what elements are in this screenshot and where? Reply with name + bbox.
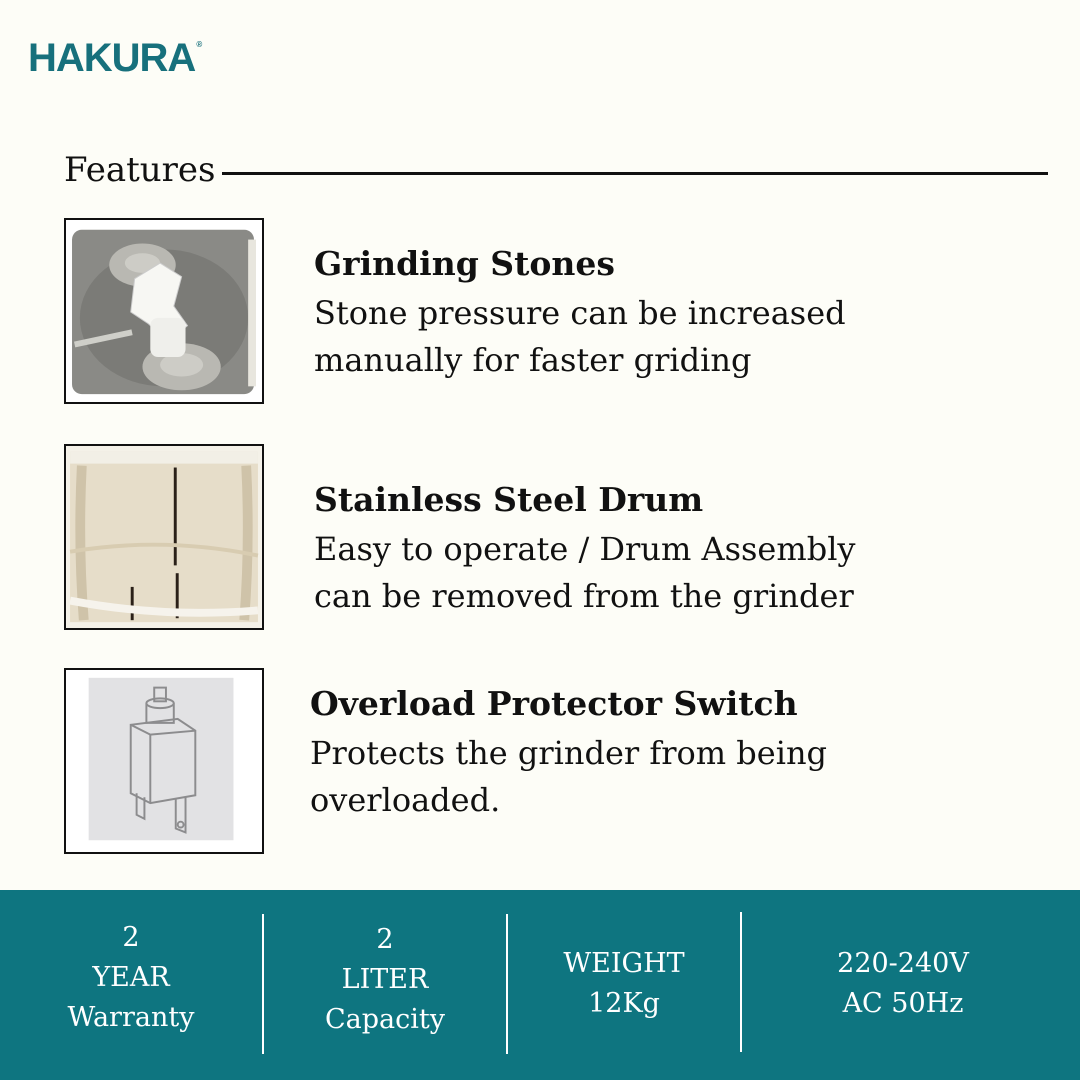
- spec-line: 2: [122, 922, 140, 953]
- feature-desc-protector-switch: [310, 730, 910, 824]
- feature-title-protector-switch: Overload Protector Switch: [310, 684, 798, 723]
- section-divider: [222, 172, 1048, 175]
- feature-desc-line: can be removed from the grinder: [314, 577, 854, 615]
- feature-title-grinding-stones: Grinding Stones: [314, 244, 615, 283]
- specs-bar: [0, 890, 1080, 1080]
- spec-line: Capacity: [325, 1004, 445, 1035]
- feature-desc-line: Stone pressure can be increased: [314, 294, 846, 332]
- feature-desc-line: manually for faster griding: [314, 341, 752, 379]
- feature-desc-line: Easy to operate / Drum Assembly: [314, 530, 856, 568]
- feature-title-steel-drum: Stainless Steel Drum: [314, 480, 704, 519]
- feature-desc-steel-drum: [314, 526, 914, 620]
- steel-drum-icon: [66, 446, 262, 628]
- steel-drum-image: [64, 444, 264, 630]
- spec-line: AC 50Hz: [842, 988, 964, 1019]
- spec-line: LITER: [341, 964, 429, 995]
- section-title: Features: [64, 150, 216, 190]
- spec-warranty: [0, 890, 262, 1080]
- spec-weight: [508, 890, 740, 1080]
- spec-voltage: [742, 890, 1064, 1080]
- spec-line: Warranty: [67, 1002, 195, 1033]
- spec-line: YEAR: [92, 962, 170, 993]
- protector-switch-icon: [66, 670, 262, 852]
- brand-name: HAKURA: [28, 36, 196, 80]
- spec-line: 12Kg: [588, 988, 660, 1019]
- brand-logo: [28, 36, 201, 81]
- grinding-stones-icon: [66, 220, 262, 402]
- spec-line: WEIGHT: [563, 948, 685, 979]
- feature-desc-line: overloaded.: [310, 781, 501, 819]
- protector-switch-image: [64, 668, 264, 854]
- spec-line: 2: [376, 924, 394, 955]
- spec-line: 220-240V: [837, 948, 969, 979]
- feature-desc-line: Protects the grinder from being: [310, 734, 828, 772]
- spec-capacity: [264, 890, 506, 1080]
- grinding-stones-image: [64, 218, 264, 404]
- feature-desc-grinding-stones: [314, 290, 914, 384]
- registered-mark: ®: [196, 40, 202, 49]
